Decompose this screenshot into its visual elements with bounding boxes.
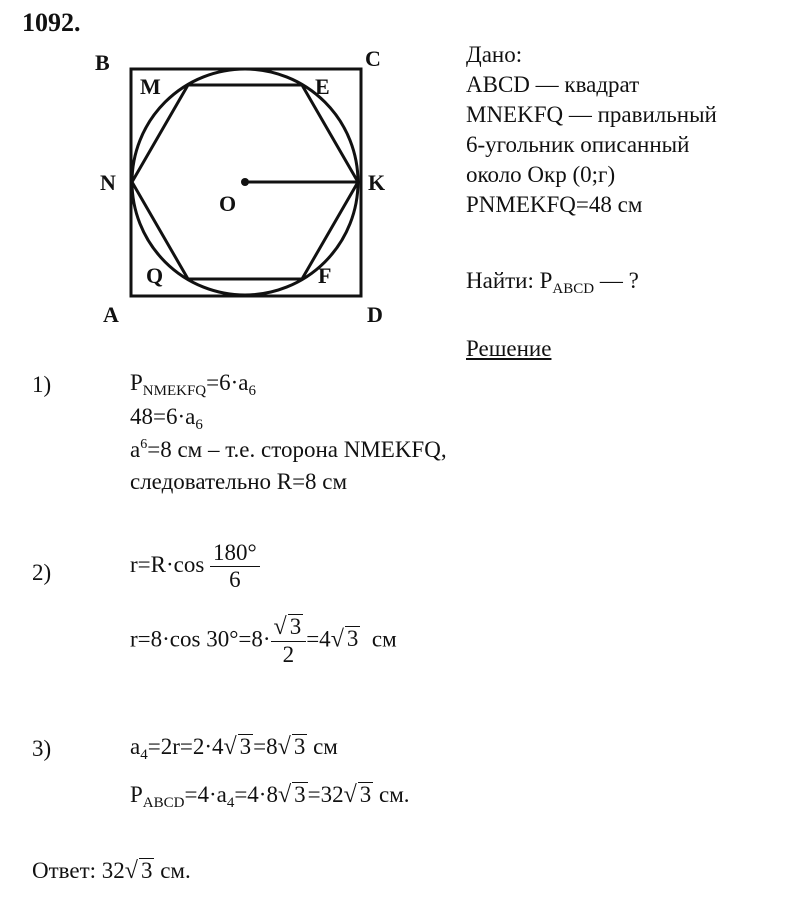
- sqrt-sign: √: [330, 626, 344, 653]
- step2-l2-mid: =4: [306, 626, 331, 652]
- step3-l2-p: P: [130, 782, 143, 807]
- step3-l1-mid2: =8: [253, 734, 278, 759]
- given-line-4: около Окр (0;г): [466, 162, 616, 187]
- step2-l2-root-num: 3: [289, 614, 302, 639]
- step2-l2-root: 3: [346, 626, 359, 652]
- step3-number: 3): [32, 736, 52, 761]
- sqrt-sign: √: [277, 782, 292, 808]
- step1-l3-rest: =8 см – т.е. сторона NMEKFQ,: [147, 437, 447, 462]
- step1-l1-rest: =6·a: [206, 370, 249, 395]
- step1-line3: [130, 437, 447, 463]
- label-n: N: [100, 170, 116, 195]
- step1-l1-sub2: 6: [248, 383, 256, 399]
- center-point: [241, 178, 249, 186]
- step2-line2: [130, 614, 397, 668]
- step2-l2-unit: см: [371, 626, 397, 652]
- step2-fraction: [210, 540, 260, 593]
- find-line: [466, 266, 639, 304]
- step1-l2-sub: 6: [195, 417, 203, 433]
- step3-l1-root1: 3: [239, 734, 252, 759]
- label-e: E: [315, 74, 330, 99]
- step3-l2-mid3: =32: [307, 782, 344, 807]
- step3-l1-mid: =2r=2·4: [147, 734, 224, 759]
- step3-l1-sub: 4: [140, 747, 148, 763]
- sqrt-sign: √: [223, 734, 237, 760]
- step3-l2-unit: см.: [373, 782, 410, 807]
- sqrt-sign: √: [124, 858, 138, 884]
- problem-number: 1092.: [22, 8, 81, 37]
- label-c: C: [365, 46, 381, 71]
- step1-line2: [130, 404, 203, 434]
- step1-l2-text: 48=6·a: [130, 404, 196, 429]
- find-sub: ABCD: [552, 281, 595, 297]
- step3-l2-root1: 3: [294, 782, 306, 807]
- step2-frac-den: 6: [229, 567, 241, 592]
- solution-heading: Решение: [466, 336, 552, 361]
- step1-number: 1): [32, 372, 52, 397]
- step3-l2-mid2: =4·8: [234, 782, 278, 807]
- step2-l2-frac-den: 2: [282, 642, 295, 667]
- step2-l1-left: r=R·cos: [130, 551, 205, 577]
- answer-prefix: Ответ: 32: [32, 858, 125, 883]
- step3-line2: [130, 782, 410, 812]
- given-line-1: ABCD — квадрат: [466, 72, 640, 97]
- answer-line: [32, 858, 191, 885]
- given-line-3: 6-угольник описанный: [466, 132, 690, 157]
- step3-l2-mid: =4·a: [184, 782, 227, 807]
- step2-frac-num: 180°: [210, 540, 260, 567]
- step3-l1-root2: 3: [293, 734, 306, 759]
- find-suffix: — ?: [594, 268, 639, 293]
- answer-unit: см.: [154, 858, 191, 883]
- step1-l3-a: a: [130, 437, 141, 462]
- label-b: B: [95, 50, 110, 75]
- find-prefix: Найти: P: [466, 268, 553, 293]
- sqrt-sign: √: [273, 614, 287, 640]
- step1-line1: [130, 370, 256, 400]
- answer-root: 3: [140, 858, 153, 883]
- label-o: O: [219, 191, 237, 216]
- label-q: Q: [146, 263, 164, 288]
- step2-line1: [130, 540, 260, 593]
- step1-p-sub: NMEKFQ: [142, 383, 207, 399]
- step3-line1: [130, 734, 338, 764]
- label-f: F: [318, 263, 332, 288]
- geometry-figure: [0, 0, 420, 340]
- sqrt-sign: √: [343, 782, 357, 808]
- given-title: Дано:: [466, 42, 523, 67]
- step2-l2-left: r=8·cos 30°=8·: [130, 626, 271, 652]
- step1-l3-sup: 6: [140, 437, 148, 452]
- step1-line4: следовательно R=8 см: [130, 469, 348, 494]
- step3-l2-sub: ABCD: [142, 795, 185, 811]
- step2-number: 2): [32, 560, 52, 585]
- step3-l2-sub2: 4: [226, 795, 235, 811]
- step3-l1-a: a: [130, 734, 141, 759]
- given-line-2: MNEKFQ — правильный: [466, 102, 717, 127]
- label-d: D: [367, 302, 383, 327]
- sqrt-sign: √: [277, 734, 291, 760]
- given-line-5: PNMEKFQ=48 см: [466, 192, 643, 217]
- label-k: K: [368, 170, 386, 195]
- step2-l2-fraction: [271, 614, 307, 668]
- step1-p: P: [130, 370, 143, 395]
- label-m: M: [140, 74, 161, 99]
- step2-l2-frac-num: [271, 614, 307, 642]
- given-block: [466, 40, 717, 220]
- step3-l2-root2: 3: [359, 782, 372, 807]
- step3-l1-unit: см: [307, 734, 338, 759]
- label-a: A: [103, 302, 119, 327]
